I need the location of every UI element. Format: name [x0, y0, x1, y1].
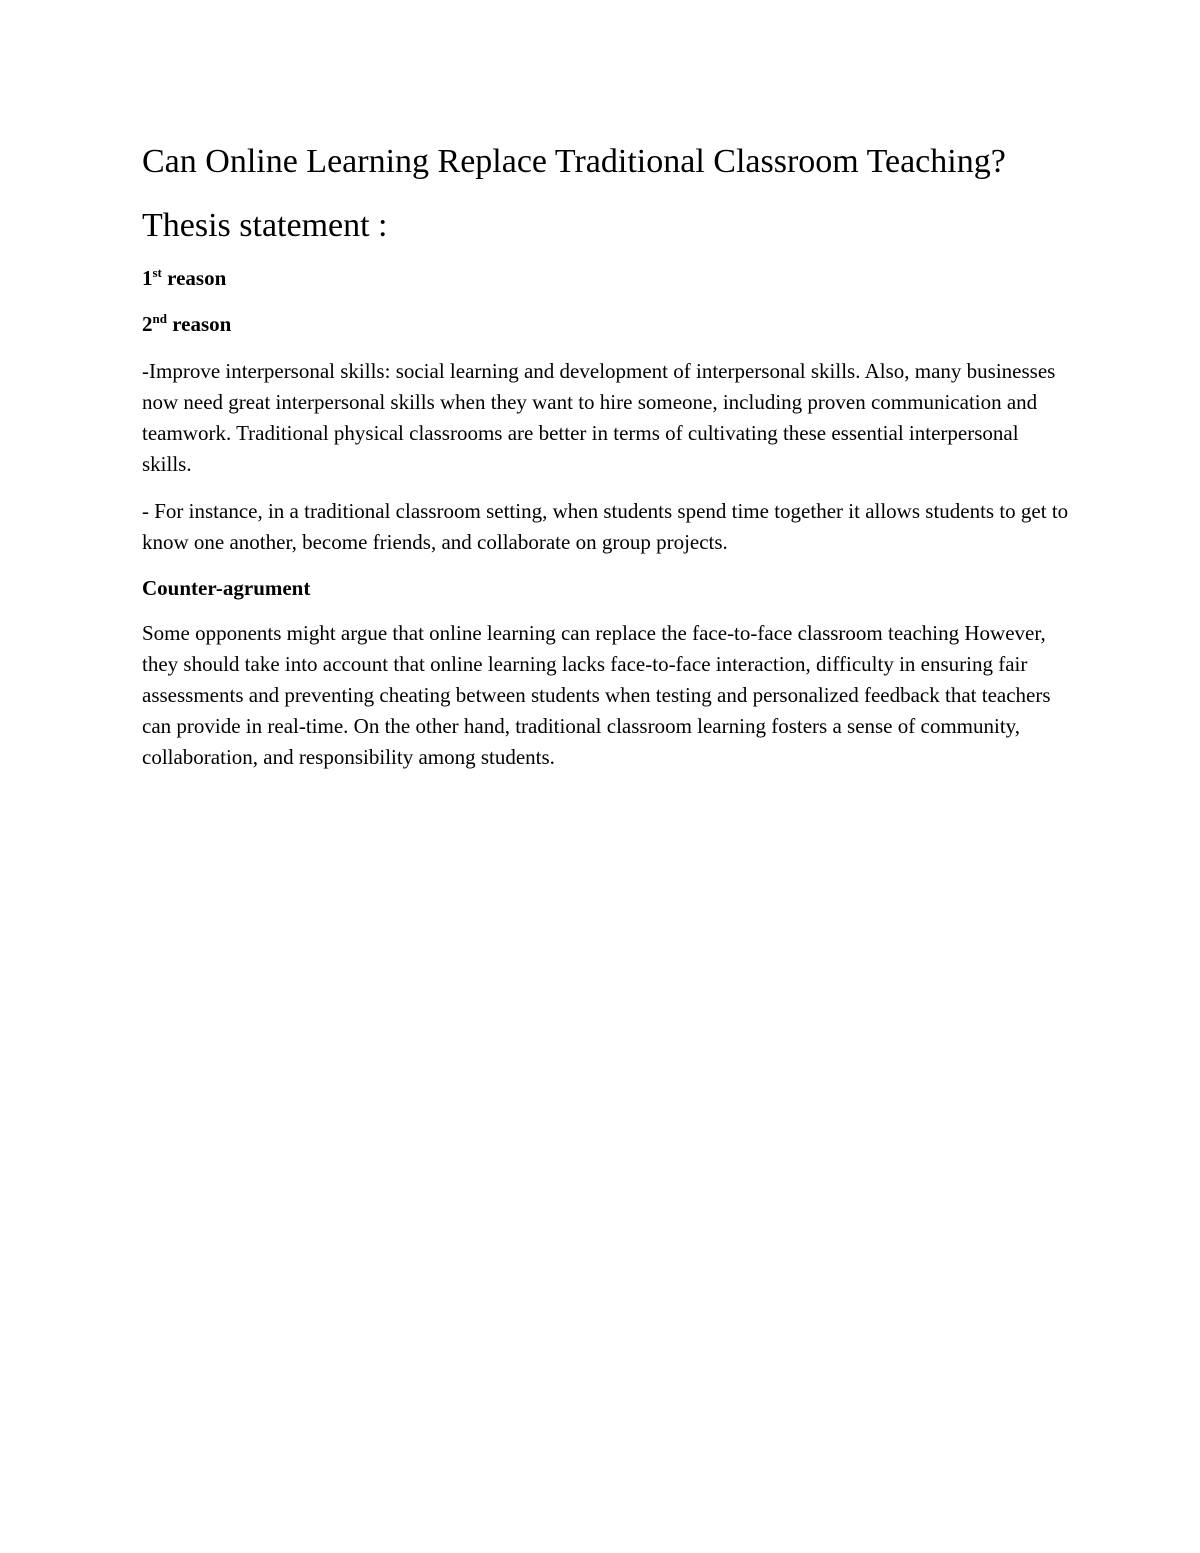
document-title: Can Online Learning Replace Traditional Classroom Teaching? — [142, 143, 1006, 180]
reason-number: 1 — [142, 266, 153, 290]
example-paragraph: - For instance, in a traditional classroom setting, when students spend time together it allows students to get to know one another, become friends, and collaborate on group projects. — [142, 499, 1069, 554]
reason-ordinal-suffix: st — [152, 265, 162, 280]
document-body — [142, 140, 1072, 789]
reason-number: 2 — [142, 312, 153, 336]
thesis-statement-label: Thesis statement : — [142, 207, 388, 244]
second-reason-heading — [142, 310, 1072, 338]
counter-argument-heading: Counter-agrument — [142, 576, 311, 600]
reason-ordinal-suffix: nd — [152, 311, 167, 326]
counter-argument-paragraph: Some opponents might argue that online learning can replace the face-to-face classroom teaching However, they should take into account that online learning lacks face-to-face interaction, difficulty in ensuring fair assessments and preventing cheating between students when testing and personalized feedback that teachers can provide in real-time. On the other hand, traditional classroom learning fosters a sense of community, collaboration, and responsibility among students. — [142, 621, 1051, 769]
reason-label: reason — [166, 312, 232, 336]
reason-label: reason — [161, 266, 227, 290]
interpersonal-skills-paragraph: -Improve interpersonal skills: social learning and development of interpersonal skills. Also, many businesses now need great interpersonal skills when they want to hire someone, including proven communication and teamwork. Traditional physical classrooms are better in terms of cultivating these essential interpersonal skills. — [142, 359, 1056, 476]
first-reason-heading — [142, 264, 1072, 292]
